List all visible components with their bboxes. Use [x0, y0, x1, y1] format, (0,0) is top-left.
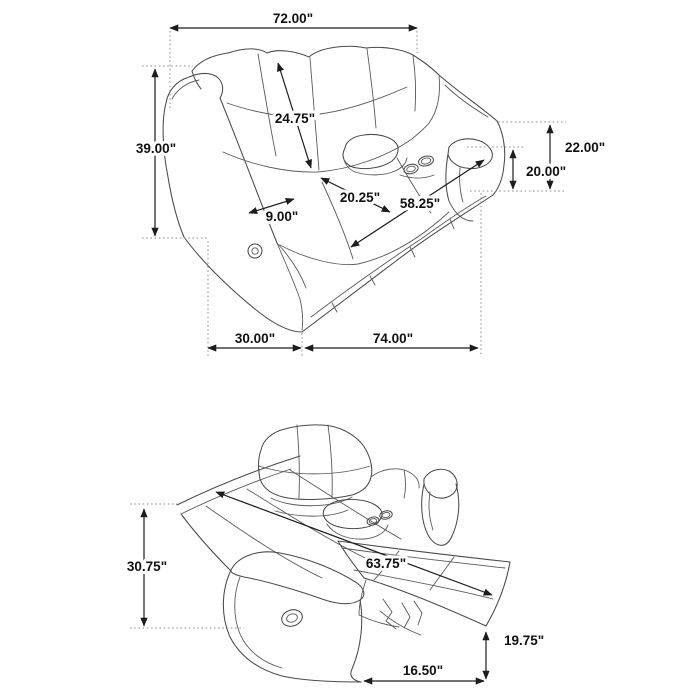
reclined-dimensions	[127, 492, 544, 681]
dimension-label-back-height: 39.00"	[135, 141, 177, 156]
upright-sofa-line-art	[163, 46, 505, 332]
dimension-label-reclined-length: 63.75"	[365, 556, 407, 571]
footrest	[338, 541, 510, 627]
dimension-label-arm-height-inner: 20.00"	[526, 164, 567, 179]
dimension-label-footrest-depth: 16.50"	[402, 663, 444, 678]
dimension-label-seat-back-height: 24.75"	[274, 111, 316, 126]
back-outline	[192, 46, 497, 121]
dimension-label-front-width: 74.00"	[372, 331, 414, 346]
seam-lines	[223, 49, 488, 288]
recliner-handle	[248, 244, 262, 258]
cupholder-icon	[366, 516, 379, 526]
console	[343, 134, 435, 178]
dimension-label-reclined-back-height: 30.75"	[126, 559, 168, 574]
dimension-label-seating-width: 58.25"	[399, 196, 441, 211]
upright-view	[136, 11, 605, 357]
tilted-back-cushion	[259, 425, 372, 516]
dimension-label-side-depth: 30.00"	[234, 331, 276, 346]
reclined-sofa-line-art	[177, 425, 510, 682]
cupholder-icon	[417, 155, 434, 168]
dimension-label-seat-depth: 20.25"	[339, 190, 381, 205]
dimension-label-arm-height-outer: 22.00"	[565, 140, 606, 155]
left-arm	[223, 552, 363, 682]
cupholder-icon	[403, 163, 419, 175]
dimension-label-arm-width: 9.00"	[265, 209, 299, 224]
dimension-label-overall-width: 72.00"	[272, 11, 314, 26]
upright-dimensions	[136, 11, 605, 357]
recliner-mechanism	[380, 599, 422, 635]
recliner-handle	[280, 607, 305, 629]
dimension-label-footrest-height: 19.75"	[504, 633, 545, 648]
reclined-view	[127, 425, 544, 682]
right-arm	[371, 469, 459, 545]
console	[323, 499, 393, 539]
